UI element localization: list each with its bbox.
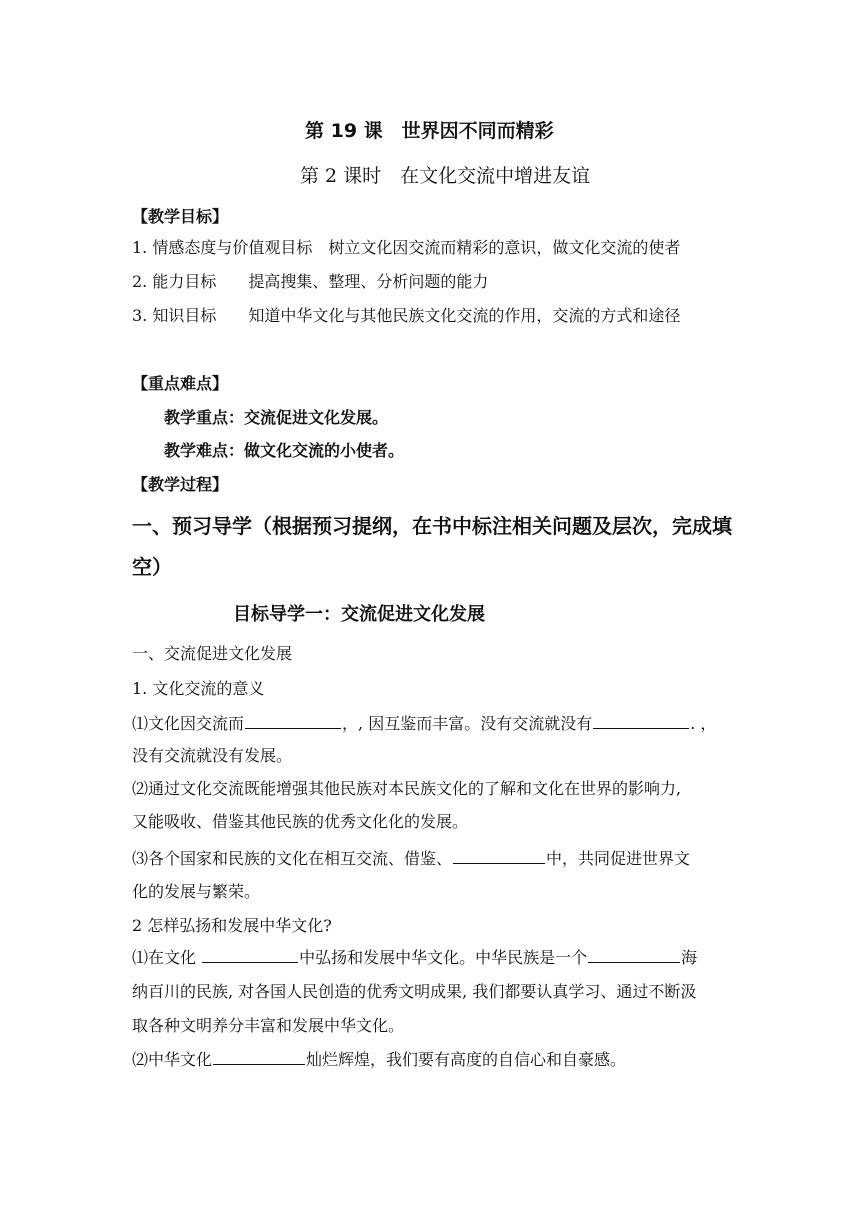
point-heading: 1. 文化交流的意义 [132,679,265,698]
paragraph-line [132,945,697,968]
text-segment: . ， [690,714,717,733]
preview-heading-line2: 空） [132,555,172,579]
paragraph-line: ⑵通过文化交流既能增强其他民族对本民族文化的了解和文化在世界的影响力, [132,779,682,798]
fill-blank[interactable] [588,961,680,963]
teaching-focus: 教学重点：交流促进文化发展。 [164,408,389,427]
paragraph-line: 纳百川的民族, 对各国人民创造的优秀文明成果, 我们都要认真学习、通过不断汲 [132,982,697,1001]
fill-blank[interactable] [202,961,298,963]
teaching-difficulty: 教学难点：做文化交流的小使者。 [164,441,405,460]
paragraph-line [132,711,716,734]
text-segment: 海 [681,948,698,967]
objectives-heading: 【教学目标】 [132,207,229,226]
preview-heading-line1: 一、预习导学（根据预习提纲，在书中标注相关问题及层次，完成填 [132,514,732,538]
fill-blank[interactable] [453,862,545,864]
text-segment: 中，共同促进世界文 [546,849,691,868]
section-heading: 一、交流促进文化发展 [132,644,293,663]
key-points-heading: 【重点难点】 [132,374,229,393]
paragraph-line: 又能吸收、借鉴其他民族的优秀文化化的发展。 [132,812,469,831]
text-segment: ，, 因互鉴而丰富。没有交流就没有 [342,714,593,733]
objective-item: 1. 情感态度与价值观目标 树立文化因交流而精彩的意识，做文化交流的使者 [132,238,681,257]
text-segment: ⑴在文化 [132,948,202,967]
lesson-subtitle: 第 2 课时 在文化交流中增进友谊 [300,165,591,187]
process-heading: 【教学过程】 [132,475,229,494]
fill-blank[interactable] [593,727,689,729]
text-segment: ⑵中华文化 [132,1050,213,1069]
fill-blank[interactable] [213,1063,305,1065]
point-heading: 2 怎样弘扬和发展中华文化? [132,916,332,935]
text-segment: 中弘扬和发展中华文化。中华民族是一个 [299,948,588,967]
paragraph-line: 取各种文明养分丰富和发展中华文化。 [132,1016,405,1035]
text-segment: ⑶各个国家和民族的文化在相互交流、借鉴、 [132,849,453,868]
paragraph-line [132,1047,626,1070]
objective-item: 3. 知识目标 知道中华文化与其他民族文化交流的作用，交流的方式和途径 [132,306,681,325]
text-segment: ⑴文化因交流而 [132,714,245,733]
paragraph-line: 没有交流就没有发展。 [132,746,293,765]
objective-item: 2. 能力目标 提高搜集、整理、分析问题的能力 [132,272,489,291]
goal-heading: 目标导学一：交流促进文化发展 [233,604,485,625]
lesson-title: 第 19 课 世界因不同而精彩 [305,120,554,142]
paragraph-line [132,846,690,869]
fill-blank[interactable] [245,727,341,729]
paragraph-line: 化的发展与繁荣。 [132,882,261,901]
text-segment: 灿烂辉煌，我们要有高度的自信心和自豪感。 [306,1050,627,1069]
